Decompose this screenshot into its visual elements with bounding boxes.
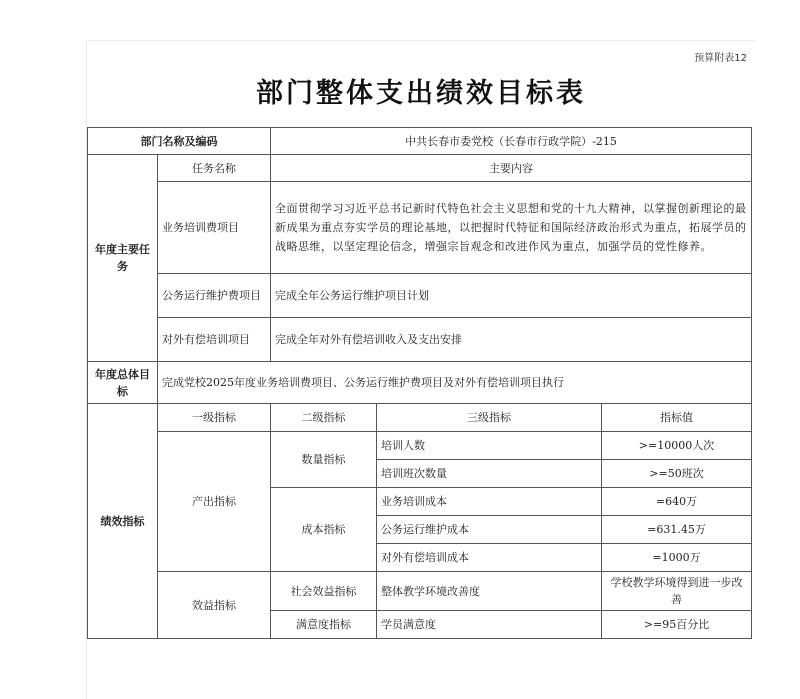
indicator-row — [88, 572, 752, 611]
perf-section-label: 绩效指标 — [88, 404, 158, 639]
indicator-value: =640万 — [602, 488, 752, 516]
cost-indicator-label: 成本指标 — [271, 488, 377, 572]
indicator-value: >=50班次 — [602, 460, 752, 488]
tasks-col-content: 主要内容 — [271, 155, 752, 182]
page-title: 部门整体支出绩效目标表 — [256, 78, 586, 109]
dept-label: 部门名称及编码 — [88, 128, 271, 155]
task-name: 对外有偿培训项目 — [158, 318, 271, 362]
task-row — [88, 274, 752, 318]
indicator-value: >=10000人次 — [602, 432, 752, 460]
annual-goal-value: 完成党校2025年度业务培训费项目、公务运行维护费项目及对外有偿培训项目执行 — [158, 362, 752, 404]
indicator-name: 公务运行维护成本 — [377, 516, 602, 544]
tasks-header-row — [88, 155, 752, 182]
perf-header-level1: 一级指标 — [158, 404, 271, 432]
quantity-indicator-label: 数量指标 — [271, 432, 377, 488]
indicator-name: 培训人数 — [377, 432, 602, 460]
benefit-indicator-label: 效益指标 — [158, 572, 271, 639]
task-name: 公务运行维护费项目 — [158, 274, 271, 318]
indicator-name: 整体教学环境改善度 — [377, 572, 602, 611]
indicator-name: 培训班次数量 — [377, 460, 602, 488]
indicator-value: >=95百分比 — [602, 611, 752, 639]
task-content: 完成全年对外有偿培训收入及支出安排 — [271, 318, 752, 362]
attachment-label: 预算附表12 — [694, 53, 747, 64]
indicator-name: 对外有偿培训成本 — [377, 544, 602, 572]
annual-goal-row — [88, 362, 752, 404]
tasks-col-name: 任务名称 — [158, 155, 271, 182]
satisfaction-indicator-label: 满意度指标 — [271, 611, 377, 639]
indicator-value: =1000万 — [602, 544, 752, 572]
task-content: 完成全年公务运行维护项目计划 — [271, 274, 752, 318]
indicator-value: =631.45万 — [602, 516, 752, 544]
annual-goal-label: 年度总体目标 — [88, 362, 158, 404]
performance-table — [87, 127, 752, 639]
indicator-value: 学校教学环境得到进一步改善 — [602, 572, 752, 611]
task-row — [88, 182, 752, 274]
perf-header-row — [88, 404, 752, 432]
document-page — [86, 40, 755, 699]
task-content: 全面贯彻学习习近平总书记新时代特色社会主义思想和党的十九大精神，以掌握创新理论的最新成果为重点夯实学员的理论基地，以把握时代特征和国际经济政治形式为重点，拓展学员的战略思维，以坚定理论信念，增强宗旨观念和改进作风为重点，加强学员的党性修养。 — [271, 182, 752, 274]
task-row — [88, 318, 752, 362]
indicator-name: 业务培训成本 — [377, 488, 602, 516]
dept-row — [88, 128, 752, 155]
dept-value: 中共长春市委党校（长春市行政学院）-215 — [271, 128, 752, 155]
perf-header-level3: 三级指标 — [377, 404, 602, 432]
tasks-section-label: 年度主要任务 — [88, 155, 158, 362]
indicator-row — [88, 432, 752, 460]
perf-header-value: 指标值 — [602, 404, 752, 432]
indicator-name: 学员满意度 — [377, 611, 602, 639]
output-indicator-label: 产出指标 — [158, 432, 271, 572]
task-name: 业务培训费项目 — [158, 182, 271, 274]
social-indicator-label: 社会效益指标 — [271, 572, 377, 611]
perf-header-level2: 二级指标 — [271, 404, 377, 432]
